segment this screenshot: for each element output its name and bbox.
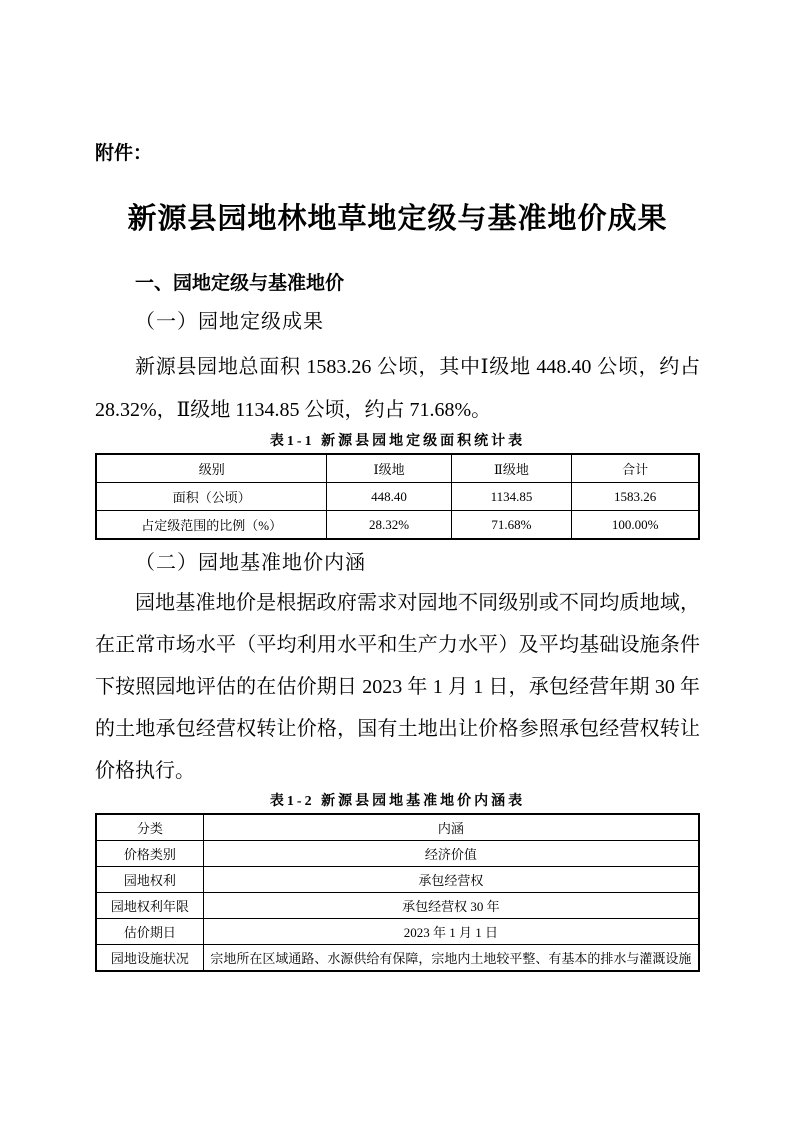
table-header-cell: Ⅱ级地	[451, 454, 572, 483]
table-row	[96, 841, 699, 867]
table-cell: 1134.85	[451, 483, 572, 511]
section-1-1-heading: （一）园地定级成果	[135, 311, 324, 333]
table-header-cell: 内涵	[203, 814, 699, 841]
paragraph-benchmark-price-definition: 园地基准地价是根据政府需求对园地不同级别或不同均质地域，在正常市场水平（平均利用水平和生产力水平）及平均基础设施条件下按照园地评估的在估价期日 2023 年 1 月 1 日，承包经营年期 30 年的土地承包经营权转让价格，国有土地出让价格参照承包经营权转让价格执行。	[95, 592, 700, 782]
table-cell: 面积（公顷）	[96, 483, 327, 511]
document-title: 新源县园地林地草地定级与基准地价成果	[127, 203, 668, 235]
table-1-2-caption: 表1-2 新源县园地基准地价内涵表	[269, 794, 526, 809]
table-header-row	[96, 454, 699, 483]
table-cell: 1583.26	[572, 483, 699, 511]
table-cell: 71.68%	[451, 511, 572, 540]
table-header-cell: Ⅰ级地	[327, 454, 451, 483]
table-row	[96, 893, 699, 919]
table-row	[96, 511, 699, 540]
paragraph-grading-results: 新源县园地总面积 1583.26 公顷，其中Ⅰ级地 448.40 公顷，约占 28.32%，Ⅱ级地 1134.85 公顷，约占 71.68%。	[95, 356, 700, 421]
section-1-2-heading: （二）园地基准地价内涵	[135, 552, 366, 574]
table-cell: 448.40	[327, 483, 451, 511]
table-row	[96, 945, 699, 972]
table-cell: 园地设施状况	[96, 945, 203, 972]
table-cell: 宗地所在区域通路、水源供给有保障，宗地内土地较平整、有基本的排水与灌溉设施	[203, 945, 699, 972]
table-cell: 承包经营权	[203, 867, 699, 893]
table-cell: 2023 年 1 月 1 日	[203, 919, 699, 945]
table-1-1	[95, 453, 700, 540]
section-1-heading: 一、园地定级与基准地价	[135, 273, 345, 294]
table-cell: 28.32%	[327, 511, 451, 540]
table-header-row	[96, 814, 699, 841]
table-row	[96, 483, 699, 511]
table-cell: 价格类别	[96, 841, 203, 867]
table-cell: 占定级范围的比例（%）	[96, 511, 327, 540]
table-row	[96, 867, 699, 893]
table-cell: 园地权利	[96, 867, 203, 893]
attachment-label: 附件：	[95, 143, 153, 164]
table-header-cell: 合计	[572, 454, 699, 483]
table-row	[96, 919, 699, 945]
table-cell: 承包经营权 30 年	[203, 893, 699, 919]
table-cell: 100.00%	[572, 511, 699, 540]
table-header-cell: 分类	[96, 814, 203, 841]
table-1-1-caption: 表1-1 新源县园地定级面积统计表	[269, 434, 526, 449]
table-1-2	[95, 813, 700, 972]
table-cell: 园地权利年限	[96, 893, 203, 919]
table-cell: 估价期日	[96, 919, 203, 945]
table-cell: 经济价值	[203, 841, 699, 867]
table-header-cell: 级别	[96, 454, 327, 483]
